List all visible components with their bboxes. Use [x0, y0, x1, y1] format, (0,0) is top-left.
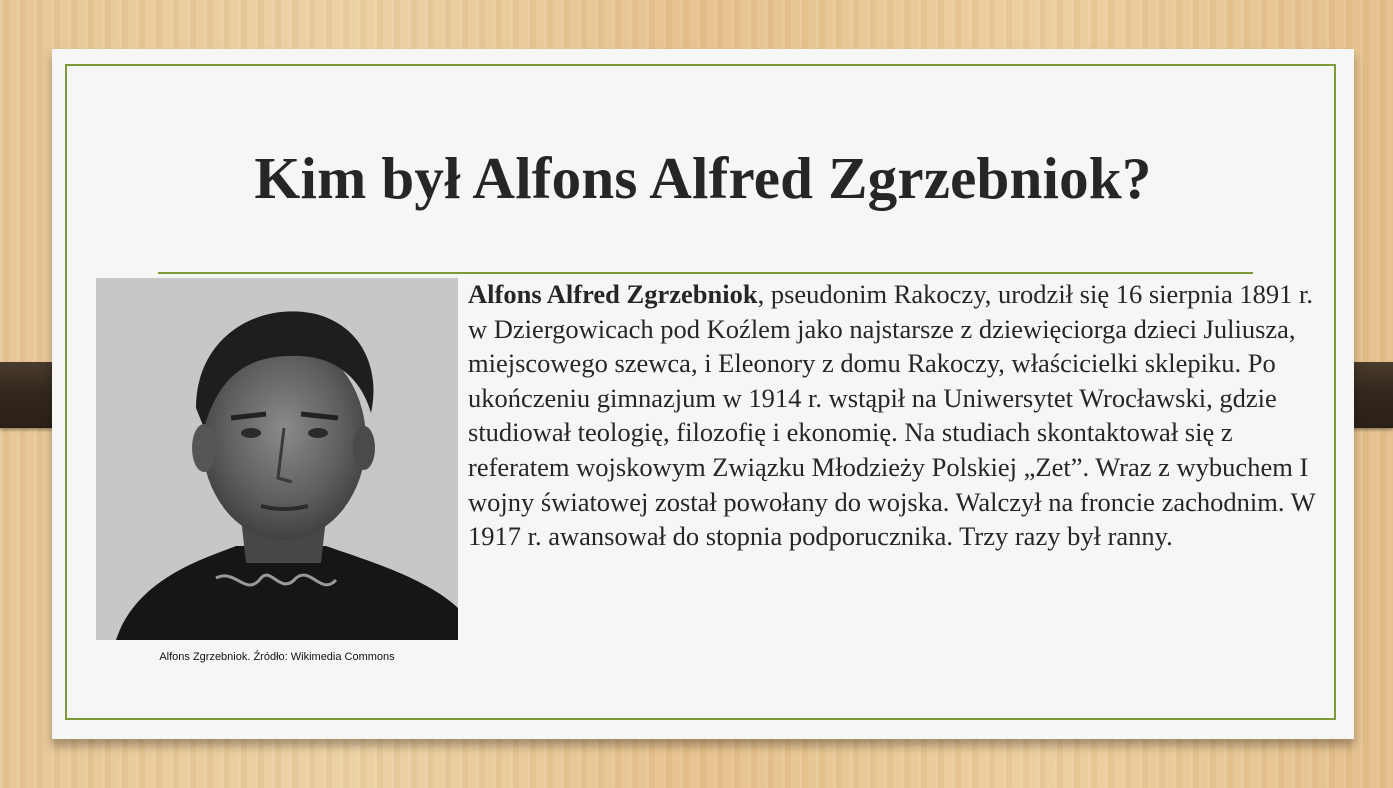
biography-text: , pseudonim Rakoczy, urodził się 16 sierpnia 1891 r. w Dziergowicach pod Koźlem jako najstarsze z dziewięciorga dzieci Juliusza, miejscowego szewca, i Eleonory z domu Rakoczy, właścicielki sklepiku. Po ukończeniu gimnazjum w 1914 r. wstąpił na Uniwersytet Wrocławski, gdzie studiował teologię, filozofię i ekonomię. Na studiach skontaktował się z referatem wojskowym Związku Młodzieży Polskiej „Zet”. Wraz z wybuchem I wojny światowej został powołany do wojska. Walczył na froncie zachodnim. W 1917 r. awansował do stopnia podporucznika. Trzy razy był ranny. — [468, 279, 1316, 552]
portrait-illustration — [96, 278, 458, 640]
portrait-photo — [96, 278, 458, 640]
slide — [52, 49, 1354, 739]
title-divider — [158, 272, 1253, 274]
biography-name: Alfons Alfred Zgrzebniok — [468, 279, 758, 309]
biography-paragraph — [468, 277, 1338, 554]
photo-caption: Alfons Zgrzebniok. Źródło: Wikimedia Commons — [159, 651, 395, 663]
slide-title: Kim był Alfons Alfred Zgrzebniok? — [254, 145, 1152, 211]
